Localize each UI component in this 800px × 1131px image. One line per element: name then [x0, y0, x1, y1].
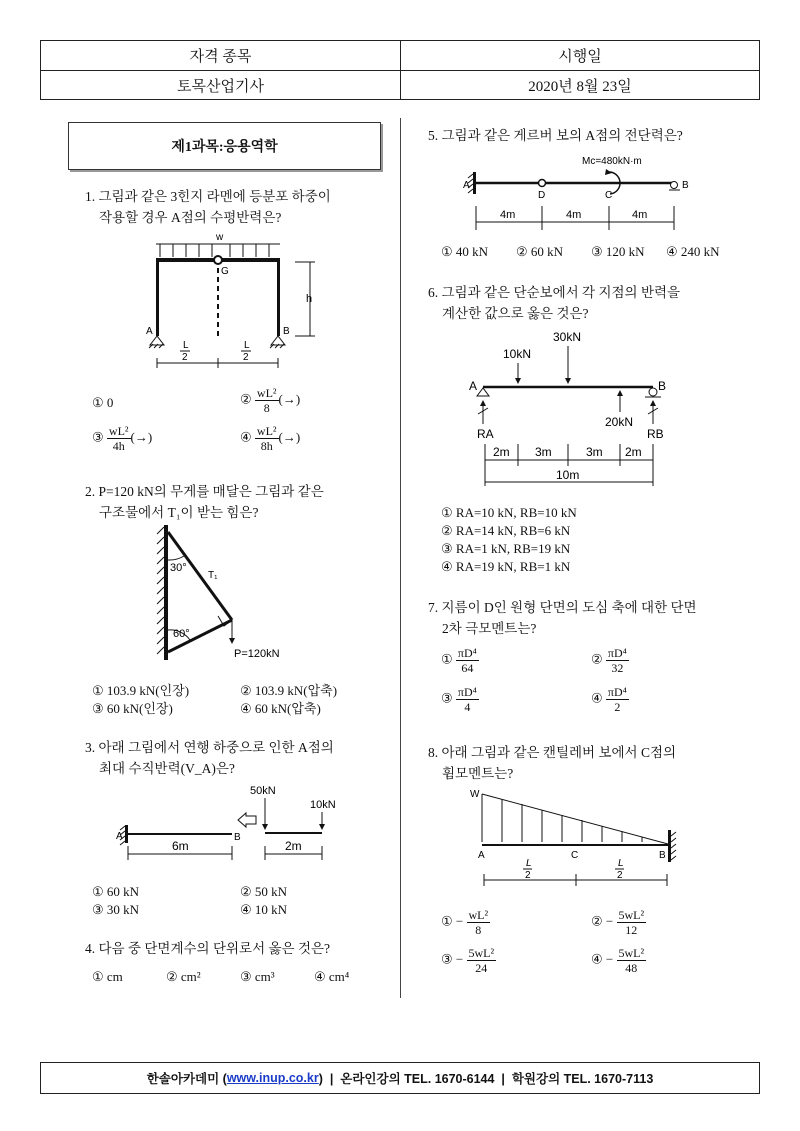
q5-option-3[interactable]: ③ 120 kN: [591, 244, 645, 259]
q7-option-4[interactable]: ④ $\frac{\text{πD⁴}}{2}$: [591, 685, 627, 714]
q5-option-4[interactable]: ④ 240 kN: [666, 244, 720, 259]
q6-load20-label: 20kN: [605, 415, 634, 429]
column-divider: [400, 118, 401, 998]
q7-line2: 2차 극모멘트는?: [442, 621, 537, 636]
q8-L2-label: L: [618, 858, 624, 869]
q5-option-2[interactable]: ② 60 kN: [516, 244, 564, 259]
q4-option-3[interactable]: ③ cm³: [240, 969, 275, 984]
q2-angle60: 60°: [173, 628, 190, 640]
q6-line1: 6. 그림과 같은 단순보에서 각 지점의 반력을: [428, 285, 681, 300]
q1-option-1[interactable]: ① 0: [92, 395, 114, 410]
q5-B-label: B: [682, 180, 689, 191]
q6-RB-label: RB: [647, 427, 664, 441]
q3-option-1[interactable]: ① 60 kN: [92, 884, 140, 899]
q3-option-4[interactable]: ④ 10 kN: [240, 902, 288, 917]
q6-dim2-label: 3m: [535, 445, 552, 459]
q1-text: [85, 186, 331, 228]
q8-option-2[interactable]: ② − $\frac{\text{5wL²}}{12}$: [591, 908, 645, 937]
q4-option-1[interactable]: ① cm: [92, 969, 123, 984]
q6-dim1-label: 2m: [493, 445, 510, 459]
q1-L2-label: L: [244, 340, 250, 351]
q3-B-label: B: [234, 832, 241, 843]
header-col2-value: 2020년 8월 23일: [528, 78, 632, 95]
q2-line1: 2. P=120 kN의 무게를 매달은 그림과 같은: [85, 484, 324, 499]
q8-L1-label: L: [526, 858, 532, 869]
q8-line2: 휨모멘트는?: [442, 766, 514, 781]
q1-figure: [140, 230, 340, 375]
q2-text: [85, 481, 324, 523]
q2-P-label: P=120kN: [234, 648, 280, 660]
subject-title: 제1과목:응용역학: [68, 122, 381, 170]
q5-D-label: D: [538, 190, 546, 201]
q8-option-3[interactable]: ③ − $\frac{\text{5wL²}}{24}$: [441, 946, 495, 975]
q8-text: [428, 742, 676, 784]
q2-figure: [150, 520, 300, 665]
q5-dim2-label: 4m: [566, 209, 582, 221]
q1-L1-label: L: [183, 340, 189, 351]
q5-dim3-label: 4m: [632, 209, 648, 221]
q8-figure: [460, 782, 690, 894]
header-col1-value: 토목산업기사: [177, 78, 264, 95]
q6-option-4[interactable]: ④ RA=19 kN, RB=1 kN: [441, 559, 571, 574]
q5-figure: [460, 150, 700, 235]
q5-A-label: A: [463, 180, 470, 191]
q1-B-label: B: [283, 326, 290, 337]
q6-option-2[interactable]: ② RA=14 kN, RB=6 kN: [441, 523, 571, 538]
header-col1-title: 자격 종목: [189, 49, 252, 65]
q2-option-4[interactable]: ④ 60 kN(압축): [240, 701, 321, 716]
q3-line1: 3. 아래 그림에서 연행 하중으로 인한 A점의: [85, 740, 334, 755]
q6-RA-label: RA: [477, 427, 494, 441]
q3-figure: [110, 780, 350, 870]
q5-dim1-label: 4m: [500, 209, 516, 221]
q8-line1: 8. 아래 그림과 같은 캔틸레버 보에서 C점의: [428, 745, 677, 760]
q6-option-1[interactable]: ① RA=10 kN, RB=10 kN: [441, 505, 577, 520]
q1-A-label: A: [146, 326, 153, 337]
footer-post: ) | 온라인강의 TEL. 1670-6144 | 학원강의 TEL. 1670-7113: [318, 1072, 654, 1086]
q3-option-3[interactable]: ③ 30 kN: [92, 902, 140, 917]
q5-C-label: C: [605, 190, 613, 201]
q5-text: 5. 그림과 같은 게르버 보의 A점의 전단력은?: [428, 128, 683, 143]
q3-text: [85, 737, 334, 779]
q6-load30-label: 30kN: [553, 330, 582, 344]
q4-text: 4. 다음 중 단면계수의 단위로서 옳은 것은?: [85, 941, 331, 956]
q2-angle30: 30°: [170, 562, 187, 574]
q6-dim4-label: 2m: [625, 445, 642, 459]
q3-line2: 최대 수직반력(V_A)은?: [99, 761, 235, 776]
q7-line1: 7. 지름이 D인 원형 단면의 도심 축에 대한 단면: [428, 600, 697, 615]
q2-option-3[interactable]: ③ 60 kN(인장): [92, 701, 173, 716]
q1-option-3[interactable]: ③ $\frac{\text{wL²}}{4h}$ (→): [92, 424, 153, 453]
q1-two1-label: 2: [182, 352, 188, 363]
q8-two2-label: 2: [617, 870, 623, 881]
q3-dim2-label: 2m: [285, 839, 302, 853]
q6-text: [428, 282, 680, 324]
q2-T1-label: T₁: [208, 570, 218, 581]
q3-load1-label: 50kN: [250, 785, 276, 797]
q3-A-label: A: [116, 831, 123, 842]
q2-line2: 구조물에서 T₁이 받는 힘은?: [99, 505, 259, 520]
q2-option-1[interactable]: ① 103.9 kN(인장): [92, 683, 190, 698]
q8-C-label: C: [571, 850, 579, 861]
footer-pre: 한솔아카데미 (: [146, 1072, 227, 1086]
q7-option-1[interactable]: ① $\frac{\text{πD⁴}}{64}$: [441, 646, 477, 675]
q1-option-4[interactable]: ④ $\frac{\text{wL²}}{8h}$ (→): [240, 424, 301, 453]
q6-option-3[interactable]: ③ RA=1 kN, RB=19 kN: [441, 541, 571, 556]
header-table: [40, 40, 760, 100]
q4-option-2[interactable]: ② cm²: [166, 969, 201, 984]
q8-W-label: W: [470, 789, 480, 800]
q5-moment-label: Mc=480kN·m: [582, 156, 642, 167]
q1-option-2[interactable]: ② $\frac{\text{wL²}}{8}$ (→): [240, 386, 301, 415]
q8-A-label: A: [478, 850, 485, 861]
q3-option-2[interactable]: ② 50 kN: [240, 884, 288, 899]
q7-option-3[interactable]: ③ $\frac{\text{πD⁴}}{4}$: [441, 685, 477, 714]
q1-w-label: w: [216, 232, 224, 243]
q6-B-label: B: [658, 379, 667, 393]
q8-B-label: B: [659, 850, 666, 861]
q1-two2-label: 2: [243, 352, 249, 363]
q8-option-1[interactable]: ① − $\frac{\text{wL²}}{8}$: [441, 908, 489, 937]
q6-load10-label: 10kN: [503, 347, 532, 361]
q4-option-4[interactable]: ④ cm⁴: [314, 969, 350, 984]
q7-text: [428, 597, 697, 639]
q6-figure: [465, 326, 675, 491]
q8-option-4[interactable]: ④ − $\frac{\text{5wL²}}{48}$: [591, 946, 645, 975]
header-col2-title: 시행일: [558, 49, 602, 65]
q6-line2: 계산한 값으로 옳은 것은?: [442, 306, 589, 321]
q3-load2-label: 10kN: [310, 799, 336, 811]
q2-option-2[interactable]: ② 103.9 kN(압축): [240, 683, 338, 698]
q1-h-label: h: [306, 293, 313, 305]
q6-A-label: A: [469, 379, 478, 393]
q3-dim1-label: 6m: [172, 839, 189, 853]
q1-line1: 1. 그림과 같은 3힌지 라멘에 등분포 하중이: [85, 189, 331, 204]
q7-option-2[interactable]: ② $\frac{\text{πD⁴}}{32}$: [591, 646, 627, 675]
q6-dim3-label: 3m: [586, 445, 603, 459]
footer-link[interactable]: www.inup.co.kr: [226, 1071, 319, 1085]
q1-G-label: G: [221, 266, 229, 277]
q5-option-1[interactable]: ① 40 kN: [441, 244, 489, 259]
q8-two1-label: 2: [525, 870, 531, 881]
footer: [40, 1062, 760, 1094]
q1-line2: 작용할 경우 A점의 수평반력은?: [99, 210, 282, 225]
q6-total-dim-label: 10m: [556, 468, 580, 482]
